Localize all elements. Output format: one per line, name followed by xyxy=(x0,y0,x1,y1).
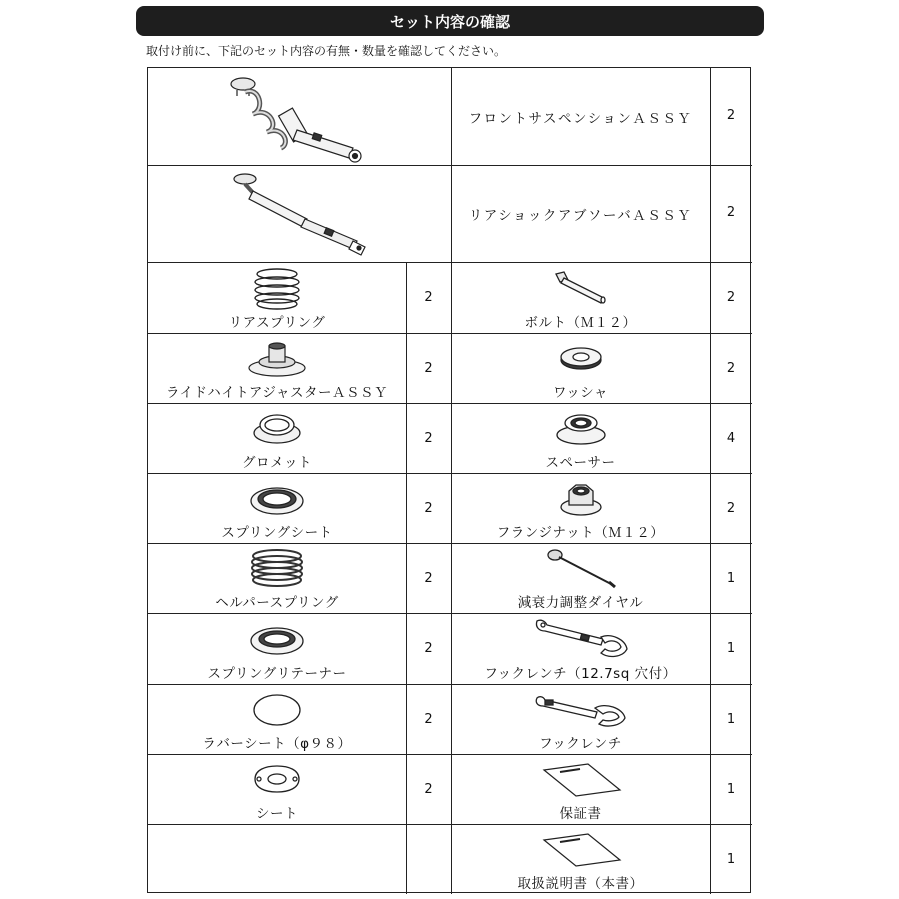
item-quantity: 4 xyxy=(726,431,736,446)
item-hook-wrench: フックレンチ xyxy=(451,684,710,754)
seat-plate-icon xyxy=(247,762,307,796)
rear-spring-icon xyxy=(247,266,307,310)
item-rubber-seat: ラバーシート（φ９８） xyxy=(148,684,406,754)
item-quantity: 2 xyxy=(424,571,433,586)
item-grommet: グロメット xyxy=(148,403,406,473)
item-quantity: 2 xyxy=(726,290,736,305)
ride-height-adjuster-icon xyxy=(242,338,312,380)
spring-retainer-icon xyxy=(247,619,307,659)
item-quantity: 2 xyxy=(424,290,433,305)
item-quantity: 2 xyxy=(424,641,433,656)
spring-seat-icon xyxy=(247,479,307,519)
section-title: セット内容の確認 xyxy=(389,12,510,31)
item-quantity: 1 xyxy=(726,782,736,797)
flange-nut-icon xyxy=(556,479,606,519)
grommet-icon xyxy=(250,409,304,449)
item-flange-nut: フランジナット（Ｍ１２） xyxy=(451,473,710,543)
item-spring-retainer: スプリングリテーナー xyxy=(148,613,406,684)
washer-icon xyxy=(556,345,606,373)
row-front-suspension-picture xyxy=(148,68,451,165)
item-quantity: 2 xyxy=(424,361,433,376)
item-quantity: 2 xyxy=(726,501,736,516)
instruction-manual-icon xyxy=(536,830,626,870)
item-spring-seat: スプリングシート xyxy=(148,473,406,543)
item-seat-plate: シート xyxy=(148,754,406,824)
rubber-seat-icon xyxy=(251,692,303,728)
warranty-card-icon xyxy=(536,760,626,800)
item-quantity: 1 xyxy=(726,712,736,727)
item-quantity: 1 xyxy=(726,571,736,586)
contents-table xyxy=(147,67,751,893)
damping-dial-icon xyxy=(541,547,621,589)
item-quantity: 1 xyxy=(726,852,736,867)
item-name: フロントサスペンションＡＳＳＹ xyxy=(468,111,693,127)
intro-text: 取付け前に、下記のセット内容の有無・数量を確認してください。 xyxy=(146,44,507,58)
hook-wrench-icon xyxy=(531,690,631,730)
item-rear-spring: リアスプリング xyxy=(148,262,406,333)
section-title-banner xyxy=(136,6,764,36)
item-washer: ワッシャ xyxy=(451,333,710,403)
item-quantity: 2 xyxy=(424,712,433,727)
item-quantity: 1 xyxy=(726,641,736,656)
item-quantity: 2 xyxy=(424,782,433,797)
item-name: リアショックアブソーバＡＳＳＹ xyxy=(468,208,693,224)
item-hook-wrench-hole: フックレンチ（12.7sq 穴付） xyxy=(451,613,710,684)
item-quantity: 2 xyxy=(726,205,736,220)
item-warranty-card: 保証書 xyxy=(451,754,710,824)
item-spacer: スペーサー xyxy=(451,403,710,473)
item-bolt: ボルト（Ｍ１２） xyxy=(451,262,710,333)
row-front-suspension xyxy=(451,68,710,165)
item-helper-spring: ヘルパースプリング xyxy=(148,543,406,613)
row-rear-shock-picture xyxy=(148,165,451,262)
front-suspension-icon xyxy=(225,70,375,164)
hook-wrench-hole-icon xyxy=(531,615,631,661)
item-ride-height-adjuster: ライドハイトアジャスターＡＳＳＹ xyxy=(148,333,406,403)
bolt-icon xyxy=(546,268,616,306)
item-damping-dial: 減衰力調整ダイヤル xyxy=(451,543,710,613)
item-instruction-manual: 取扱説明書（本書） xyxy=(451,824,710,894)
item-quantity: 2 xyxy=(424,431,433,446)
item-quantity: 2 xyxy=(726,361,736,376)
item-quantity: 2 xyxy=(726,108,736,123)
item-quantity: 2 xyxy=(424,501,433,516)
spacer-icon xyxy=(553,409,609,449)
helper-spring-icon xyxy=(247,548,307,590)
row-rear-shock xyxy=(451,165,710,262)
rear-shock-absorber-icon xyxy=(225,167,375,261)
